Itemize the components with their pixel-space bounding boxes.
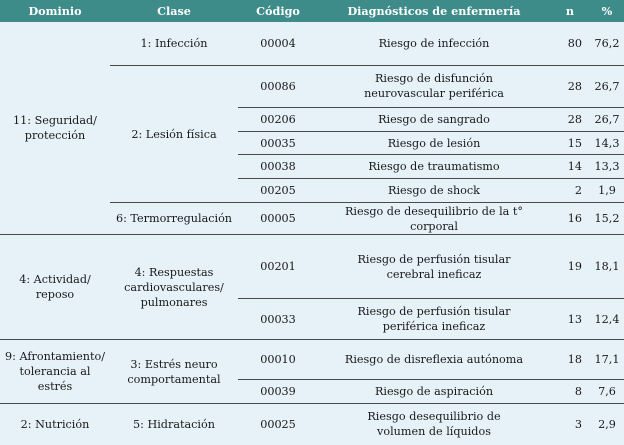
diagnostico-cell: Riesgo de disreflexia autónoma	[318, 340, 550, 379]
clase-cell: 5: Hidratación	[110, 403, 238, 445]
diagnostico-cell: Riesgo de perfusión tisular periférica ineficaz	[318, 298, 550, 340]
codigo-cell: 00038	[238, 155, 318, 179]
codigo-cell: 00205	[238, 179, 318, 203]
n-cell: 8	[550, 379, 590, 403]
table-row	[0, 235, 624, 298]
n-cell: 16	[550, 203, 590, 235]
table-row	[0, 22, 624, 66]
pct-cell: 26,7	[590, 107, 624, 131]
clase-cell: 2: Lesión física	[110, 66, 238, 203]
clase-cell: 3: Estrés neuro comportamental	[110, 340, 238, 403]
codigo-cell: 00010	[238, 340, 318, 379]
header-codigo: Código	[238, 0, 318, 22]
n-cell: 2	[550, 179, 590, 203]
n-cell: 3	[550, 403, 590, 445]
pct-cell: 18,1	[590, 235, 624, 298]
pct-cell: 7,6	[590, 379, 624, 403]
n-cell: 28	[550, 66, 590, 108]
n-cell: 13	[550, 298, 590, 340]
header-dominio: Dominio	[0, 0, 110, 22]
pct-cell: 12,4	[590, 298, 624, 340]
n-cell: 28	[550, 107, 590, 131]
codigo-cell: 00004	[238, 22, 318, 66]
header-n: n	[550, 0, 590, 22]
diagnostico-cell: Riesgo de traumatismo	[318, 155, 550, 179]
pct-cell: 15,2	[590, 203, 624, 235]
diagnostico-cell: Riesgo de aspiración	[318, 379, 550, 403]
diagnostico-cell: Riesgo de shock	[318, 179, 550, 203]
diagnostico-cell: Riesgo de lesión	[318, 131, 550, 155]
table-row	[0, 403, 624, 445]
codigo-cell: 00025	[238, 403, 318, 445]
pct-cell: 14,3	[590, 131, 624, 155]
clase-cell: 6: Termorregulación	[110, 203, 238, 235]
dominio-cell: 11: Seguridad/ protección	[0, 22, 110, 235]
codigo-cell: 00033	[238, 298, 318, 340]
diagnostico-cell: Riesgo de desequilibrio de la t° corporal	[318, 203, 550, 235]
clase-cell: 4: Respuestas cardiovasculares/ pulmonares	[110, 235, 238, 340]
pct-cell: 26,7	[590, 66, 624, 108]
dominio-cell: 9: Afrontamiento/ tolerancia al estrés	[0, 340, 110, 403]
pct-cell: 1,9	[590, 179, 624, 203]
n-cell: 15	[550, 131, 590, 155]
diagnostico-cell: Riesgo desequilibrio de volumen de líquidos	[318, 403, 550, 445]
dominio-cell: 4: Actividad/ reposo	[0, 235, 110, 340]
header-pct: %	[590, 0, 624, 22]
codigo-cell: 00201	[238, 235, 318, 298]
codigo-cell: 00005	[238, 203, 318, 235]
diagnostico-cell: Riesgo de infección	[318, 22, 550, 66]
table-row	[0, 340, 624, 379]
header-row	[0, 0, 624, 22]
n-cell: 19	[550, 235, 590, 298]
pct-cell: 2,9	[590, 403, 624, 445]
codigo-cell: 00039	[238, 379, 318, 403]
diagnostico-cell: Riesgo de disfunción neurovascular periférica	[318, 66, 550, 108]
pct-cell: 13,3	[590, 155, 624, 179]
n-cell: 80	[550, 22, 590, 66]
dominio-cell: 2: Nutrición	[0, 403, 110, 445]
codigo-cell: 00035	[238, 131, 318, 155]
n-cell: 14	[550, 155, 590, 179]
diagnostico-cell: Riesgo de perfusión tisular cerebral ineficaz	[318, 235, 550, 298]
clase-cell: 1: Infección	[110, 22, 238, 66]
codigo-cell: 00086	[238, 66, 318, 108]
header-diagnosticos: Diagnósticos de enfermería	[318, 0, 550, 22]
header-clase: Clase	[110, 0, 238, 22]
n-cell: 18	[550, 340, 590, 379]
pct-cell: 17,1	[590, 340, 624, 379]
diagnostico-cell: Riesgo de sangrado	[318, 107, 550, 131]
pct-cell: 76,2	[590, 22, 624, 66]
codigo-cell: 00206	[238, 107, 318, 131]
